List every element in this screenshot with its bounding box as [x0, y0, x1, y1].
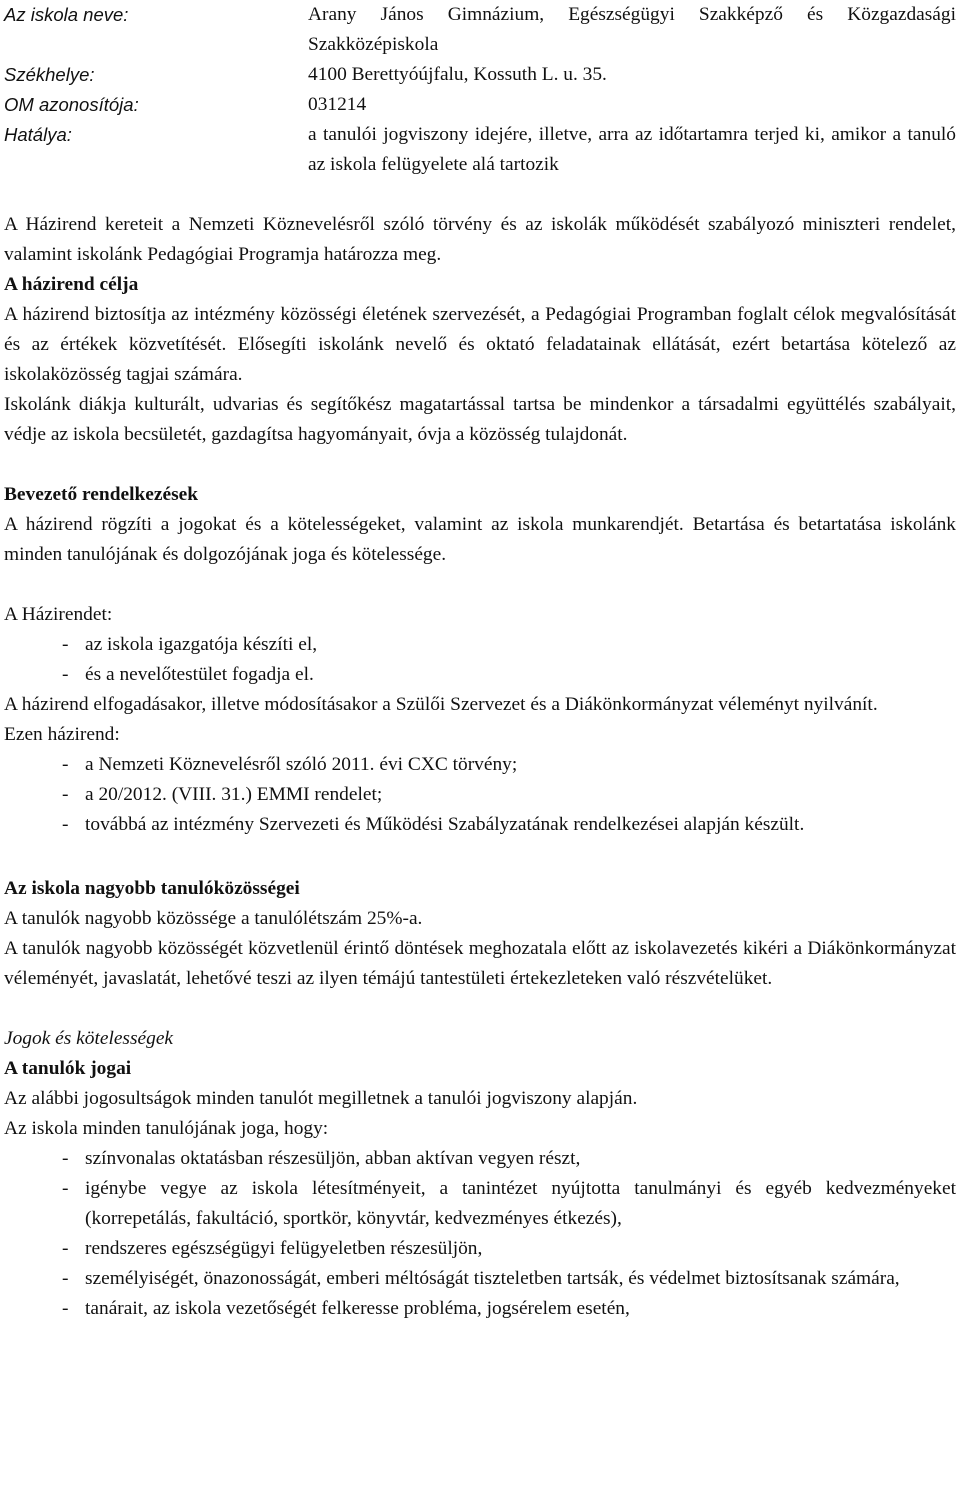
adopt-title: A Házirendet:: [4, 604, 113, 625]
list-item: - igénybe vegye az iskola létesítményeit, a tanintézet nyújtotta tanulmányi és egyéb kedvezményeket (korrepetálás, fakultáció, sportkör, könyvtár, kedvezményes étkezés),: [62, 1178, 956, 1229]
list-item: - a 20/2012. (VIII. 31.) EMMI rendelet;: [62, 784, 383, 805]
intro-provisions-paragraph: A házirend rögzíti a jogokat és a kötelességeket, valamint az iskola munkarendjét. Betartása és betartatása iskolánk minden tanulójának és dolgozójának joga és kötelessége.: [4, 514, 956, 565]
list-item: - és a nevelőtestület fogadja el.: [62, 664, 314, 685]
purpose-heading: A házirend célja: [4, 274, 139, 295]
seat-value: 4100 Berettyóújfalu, Kossuth L. u. 35.: [308, 64, 607, 85]
scope-label: Hatálya:: [4, 124, 72, 145]
list-item: - személyiségét, önazonosságát, emberi méltóságát tiszteletben tartsák, és védelmet biztosítsanak számára,: [62, 1268, 900, 1289]
seat-label: Székhelye:: [4, 64, 95, 85]
document-page: [4, 0, 956, 1324]
rights-and-duties-heading: Jogok és kötelességek: [4, 1028, 174, 1049]
header-row-scope: [4, 120, 956, 180]
school-name-value: Arany János Gimnázium, Egészségügyi Szakképző és Közgazdasági Szakközépiskola: [308, 4, 956, 55]
intro-provisions-heading: Bevezető rendelkezések: [4, 484, 199, 505]
scope-value: a tanulói jogviszony idejére, illetve, arra az időtartamra terjed ki, amikor a tanuló az iskola felügyelete alá tartozik: [308, 124, 956, 175]
opinion-paragraph: A házirend elfogadásakor, illetve módosításakor a Szülői Szervezet és a Diákönkormányzat véleményt nyilvánít.: [4, 694, 878, 715]
om-value: 031214: [308, 94, 367, 115]
om-label: OM azonosítója:: [4, 94, 139, 115]
rights-paragraph-1: Az alábbi jogosultságok minden tanulót megilletnek a tanulói jogviszony alapján.: [4, 1088, 638, 1109]
student-rights-heading: A tanulók jogai: [4, 1058, 132, 1079]
rights-paragraph-2: Az iskola minden tanulójának joga, hogy:: [4, 1118, 329, 1139]
list-item: - az iskola igazgatója készíti el,: [62, 634, 318, 655]
adopt-list: [4, 630, 956, 690]
purpose-paragraph-2: Iskolánk diákja kulturált, udvarias és segítőkész magatartással tartsa be mindenkor a társadalmi együttélés szabályait, védje az iskola becsületét, gazdagítsa hagyományait, óvja a közösség tulajdonát.: [4, 394, 956, 445]
basis-title: Ezen házirend:: [4, 724, 120, 745]
list-item: - továbbá az intézmény Szervezeti és Működési Szabályzatának rendelkezései alapján készült.: [62, 814, 805, 835]
basis-list: [4, 750, 956, 840]
list-item: - rendszeres egészségügyi felügyeletben részesüljön,: [62, 1238, 483, 1259]
rights-list: [4, 1144, 956, 1324]
header-row-name: [4, 0, 956, 60]
intro-paragraph: A Házirend kereteit a Nemzeti Köznevelésről szóló törvény és az iskolák működését szabályozó miniszteri rendelet, valamint iskolánk Pedagógiai Programja határozza meg.: [4, 214, 956, 265]
list-item: - színvonalas oktatásban részesüljön, abban aktívan vegyen részt,: [62, 1148, 581, 1169]
communities-paragraph-1: A tanulók nagyobb közössége a tanulólétszám 25%-a.: [4, 908, 423, 929]
list-item: - a Nemzeti Köznevelésről szóló 2011. évi CXC törvény;: [62, 754, 518, 775]
purpose-paragraph-1: A házirend biztosítja az intézmény közösségi életének szervezését, a Pedagógiai Programban foglalt célok megvalósítását és az értékek közvetítését. Elősegíti iskolánk nevelő és oktató feladatainak ellátását, ezért betartása kötelező az iskolaközösség tagjai számára.: [4, 304, 956, 385]
communities-paragraph-2: A tanulók nagyobb közösségét közvetlenül érintő döntések meghozatala előtt az iskolavezetés kikéri a Diákönkormányzat véleményét, javaslatát, lehetővé teszi az ilyen témájú tantestületi értekezleteken való részvételüket.: [4, 938, 956, 989]
header-row-om: [4, 90, 956, 120]
school-name-label: Az iskola neve:: [4, 4, 129, 25]
communities-heading: Az iskola nagyobb tanulóközösségei: [4, 878, 300, 899]
header-row-seat: [4, 60, 956, 90]
list-item: - tanárait, az iskola vezetőségét felkeresse probléma, jogsérelem esetén,: [62, 1298, 630, 1319]
